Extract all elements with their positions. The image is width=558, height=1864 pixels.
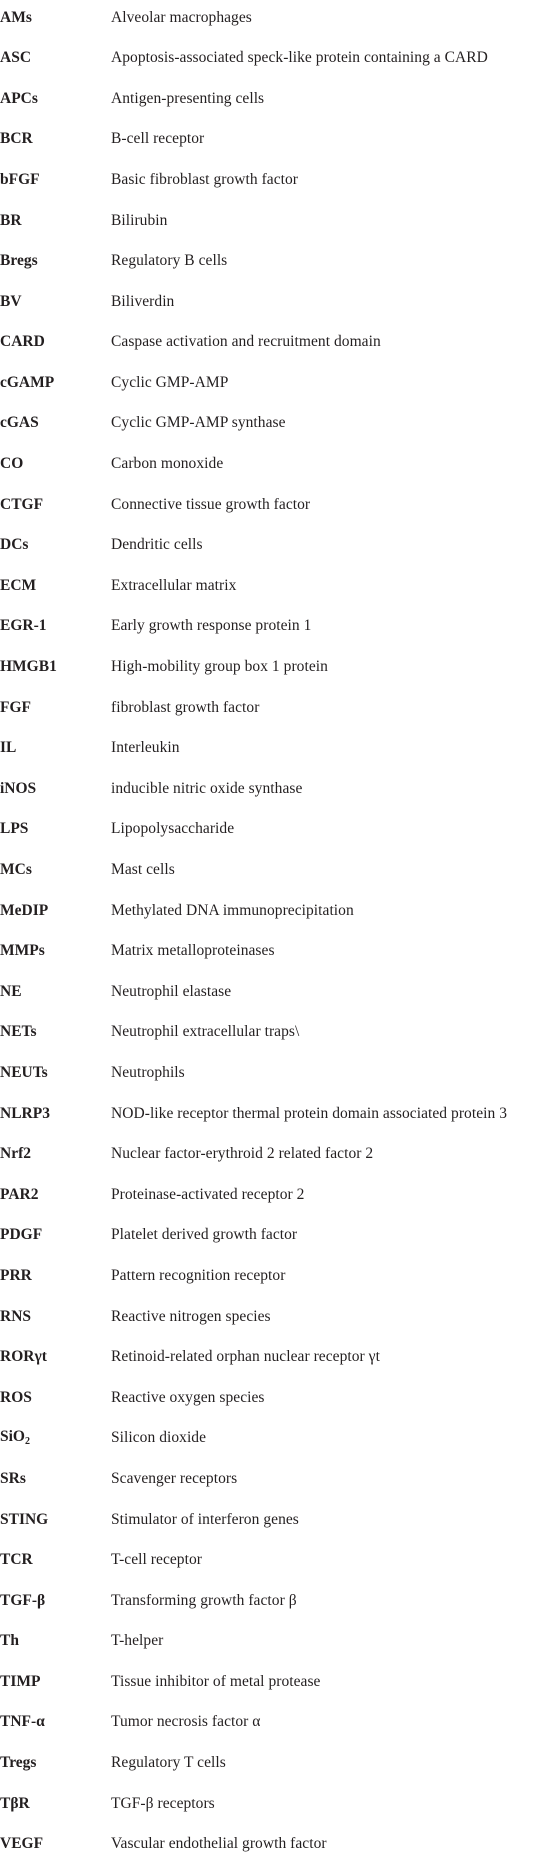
abbreviation-term-text: TIMP <box>0 1672 41 1690</box>
abbreviation-definition: Regulatory T cells <box>111 1754 226 1772</box>
abbreviation-term <box>0 1349 111 1365</box>
abbreviation-term <box>0 91 111 107</box>
abbreviation-row <box>0 606 558 647</box>
abbreviation-term-text: cGAMP <box>0 373 55 391</box>
abbreviation-row <box>0 525 558 566</box>
abbreviation-term-text: NLRP3 <box>0 1104 50 1122</box>
abbreviation-definition: Matrix metalloproteinases <box>111 942 275 960</box>
abbreviation-term-text: MMPs <box>0 942 45 960</box>
abbreviation-term-text: BV <box>0 292 22 310</box>
abbreviation-term-text: TGF-β <box>0 1591 46 1609</box>
abbreviation-term-text: TNF-α <box>0 1713 45 1731</box>
abbreviation-row <box>0 971 558 1012</box>
abbreviation-row <box>0 1458 558 1499</box>
abbreviation-term-text: RNS <box>0 1307 32 1325</box>
abbreviation-definition: Reactive nitrogen species <box>111 1307 271 1325</box>
abbreviation-term <box>0 1552 111 1568</box>
abbreviation-definition: Alveolar macrophages <box>111 8 252 26</box>
abbreviation-row <box>0 1661 558 1702</box>
abbreviation-row <box>0 38 558 79</box>
abbreviation-term <box>0 1309 111 1325</box>
abbreviation-term <box>0 1024 111 1040</box>
abbreviation-term-text: HMGB1 <box>0 658 57 676</box>
abbreviation-term-text: SiO <box>0 1428 25 1446</box>
abbreviation-term <box>0 1065 111 1081</box>
abbreviation-term <box>0 740 111 756</box>
abbreviation-term <box>0 1390 111 1406</box>
abbreviation-definition: Proteinase-activated receptor 2 <box>111 1185 305 1203</box>
abbreviation-definition: Silicon dioxide <box>111 1429 207 1447</box>
abbreviation-term <box>0 1755 111 1771</box>
abbreviation-term <box>0 1714 111 1730</box>
abbreviation-term <box>0 821 111 837</box>
abbreviation-definition: NOD-like receptor thermal protein domain associated protein 3 <box>111 1104 508 1122</box>
abbreviation-definition: Stimulator of interferon genes <box>111 1510 299 1528</box>
abbreviation-term <box>0 1593 111 1609</box>
abbreviation-term-text: CTGF <box>0 495 44 513</box>
abbreviation-term-text: iNOS <box>0 779 37 797</box>
abbreviation-term-text: NEUTs <box>0 1063 48 1081</box>
abbreviation-term <box>0 1471 111 1487</box>
abbreviation-definition: Neutrophils <box>111 1063 185 1081</box>
abbreviation-term <box>0 1268 111 1284</box>
abbreviation-term-text: LPS <box>0 820 29 838</box>
abbreviation-term <box>0 903 111 919</box>
abbreviation-row <box>0 728 558 769</box>
abbreviation-term-text: PAR2 <box>0 1185 39 1203</box>
abbreviation-row <box>0 768 558 809</box>
abbreviation-definition: Pattern recognition receptor <box>111 1266 286 1284</box>
abbreviation-row <box>0 931 558 972</box>
abbreviation-definition: inducible nitric oxide synthase <box>111 779 303 797</box>
abbreviation-term-text: AMs <box>0 8 32 26</box>
abbreviation-definition: Lipopolysaccharide <box>111 820 235 838</box>
abbreviation-term-text: CO <box>0 455 24 473</box>
abbreviation-row <box>0 1621 558 1662</box>
abbreviation-term-text: Tregs <box>0 1754 37 1772</box>
abbreviation-definition: Early growth response protein 1 <box>111 617 312 635</box>
abbreviation-row <box>0 78 558 119</box>
abbreviation-row <box>0 119 558 160</box>
abbreviation-row <box>0 647 558 688</box>
abbreviation-row <box>0 1093 558 1134</box>
abbreviation-term-text: ECM <box>0 576 37 594</box>
abbreviation-row <box>0 1052 558 1093</box>
abbreviation-term <box>0 781 111 797</box>
abbreviation-term-text: FGF <box>0 698 31 716</box>
abbreviation-row <box>0 809 558 850</box>
abbreviation-term-text: bFGF <box>0 170 40 188</box>
abbreviation-definition: Nuclear factor-erythroid 2 related factor 2 <box>111 1145 374 1163</box>
abbreviation-definition: Cyclic GMP-AMP <box>111 373 229 391</box>
abbreviation-term-text: ASC <box>0 49 32 67</box>
abbreviation-term-text: SRs <box>0 1469 26 1487</box>
abbreviation-definition: Neutrophil elastase <box>111 982 232 1000</box>
abbreviation-term <box>0 659 111 675</box>
abbreviation-term-text: IL <box>0 739 17 757</box>
abbreviation-term-text: Bregs <box>0 252 38 270</box>
abbreviation-term <box>0 578 111 594</box>
abbreviation-term <box>0 1146 111 1162</box>
abbreviation-row <box>0 241 558 282</box>
abbreviation-row <box>0 159 558 200</box>
abbreviation-definition: TGF-β receptors <box>111 1794 215 1812</box>
abbreviation-term-text: Th <box>0 1632 19 1650</box>
abbreviation-term <box>0 253 111 269</box>
abbreviation-term <box>0 1106 111 1122</box>
abbreviation-term-text: DCs <box>0 536 29 554</box>
abbreviation-row <box>0 1540 558 1581</box>
abbreviation-row <box>0 200 558 241</box>
abbreviation-term <box>0 50 111 66</box>
abbreviation-term <box>0 1796 111 1812</box>
abbreviation-definition: Connective tissue growth factor <box>111 495 311 513</box>
abbreviation-term-text: BCR <box>0 130 33 148</box>
abbreviation-definition: Apoptosis-associated speck-like protein containing a CARD <box>111 49 488 67</box>
abbreviation-term <box>0 1429 111 1447</box>
abbreviation-row <box>0 1702 558 1743</box>
abbreviation-term-text: TCR <box>0 1551 33 1569</box>
abbreviation-row <box>0 1377 558 1418</box>
abbreviation-term-text: MCs <box>0 861 32 879</box>
abbreviation-definition: Dendritic cells <box>111 536 203 554</box>
abbreviation-term <box>0 497 111 513</box>
abbreviation-row <box>0 0 558 38</box>
abbreviation-term <box>0 10 111 26</box>
abbreviation-term-text: ROS <box>0 1388 32 1406</box>
abbreviation-definition: Regulatory B cells <box>111 252 228 270</box>
abbreviation-row <box>0 322 558 363</box>
abbreviation-row <box>0 1174 558 1215</box>
abbreviation-term <box>0 131 111 147</box>
abbreviation-definition: Caspase activation and recruitment domain <box>111 333 381 351</box>
abbreviation-row <box>0 1824 558 1864</box>
abbreviation-term <box>0 334 111 350</box>
abbreviation-row <box>0 403 558 444</box>
abbreviation-row <box>0 1499 558 1540</box>
abbreviation-row <box>0 1418 558 1459</box>
abbreviation-row <box>0 1337 558 1378</box>
abbreviation-definition: Interleukin <box>111 739 180 757</box>
abbreviation-term <box>0 943 111 959</box>
abbreviation-term <box>0 700 111 716</box>
abbreviation-row <box>0 281 558 322</box>
abbreviation-definition: High-mobility group box 1 protein <box>111 658 328 676</box>
abbreviation-term <box>0 984 111 1000</box>
abbreviation-term <box>0 862 111 878</box>
abbreviation-row <box>0 362 558 403</box>
abbreviation-definition: Extracellular matrix <box>111 576 237 594</box>
abbreviation-term <box>0 1674 111 1690</box>
abbreviation-row <box>0 1215 558 1256</box>
abbreviation-term-text: STING <box>0 1510 49 1528</box>
abbreviation-term-subscript: 2 <box>24 1436 30 1448</box>
abbreviation-term <box>0 1633 111 1649</box>
abbreviation-term <box>0 294 111 310</box>
abbreviation-row <box>0 890 558 931</box>
abbreviation-term-text: NETs <box>0 1023 37 1041</box>
abbreviation-definition: Biliverdin <box>111 292 175 310</box>
abbreviation-term-text: RORγt <box>0 1348 47 1366</box>
abbreviation-term-text: EGR-1 <box>0 617 47 635</box>
abbreviation-definition: Vascular endothelial growth factor <box>111 1835 327 1853</box>
abbreviation-row <box>0 444 558 485</box>
abbreviation-term <box>0 618 111 634</box>
abbreviation-term-text: PRR <box>0 1266 32 1284</box>
abbreviation-term-text: MeDIP <box>0 901 49 919</box>
abbreviation-definition: Antigen-presenting cells <box>111 89 265 107</box>
abbreviation-row <box>0 1255 558 1296</box>
abbreviation-term <box>0 213 111 229</box>
abbreviation-row <box>0 1012 558 1053</box>
abbreviation-definition: T-helper <box>111 1632 164 1650</box>
abbreviation-term-text: VEGF <box>0 1835 44 1853</box>
abbreviation-definition: Reactive oxygen species <box>111 1388 265 1406</box>
abbreviation-term <box>0 456 111 472</box>
abbreviation-row <box>0 1580 558 1621</box>
abbreviation-definition: Basic fibroblast growth factor <box>111 170 299 188</box>
abbreviation-term-text: BR <box>0 211 22 229</box>
abbreviation-term-text: cGAS <box>0 414 39 432</box>
abbreviation-term <box>0 415 111 431</box>
abbreviation-definition: B-cell receptor <box>111 130 205 148</box>
abbreviation-term <box>0 537 111 553</box>
abbreviation-row <box>0 1743 558 1784</box>
abbreviation-row <box>0 687 558 728</box>
abbreviation-definition: T-cell receptor <box>111 1551 202 1569</box>
abbreviation-definition: fibroblast growth factor <box>111 698 260 716</box>
abbreviation-definition: Scavenger receptors <box>111 1469 238 1487</box>
abbreviation-definition: Methylated DNA immunoprecipitation <box>111 901 354 919</box>
abbreviation-definition: Retinoid-related orphan nuclear receptor γt <box>111 1348 380 1366</box>
abbreviation-term <box>0 375 111 391</box>
abbreviation-term <box>0 172 111 188</box>
abbreviation-term-text: Nrf2 <box>0 1145 31 1163</box>
abbreviation-term-text: PDGF <box>0 1226 43 1244</box>
abbreviation-term-text: TβR <box>0 1794 30 1812</box>
abbreviation-row <box>0 565 558 606</box>
abbreviation-definition: Carbon monoxide <box>111 455 224 473</box>
abbreviation-term <box>0 1836 111 1852</box>
abbreviation-definition: Bilirubin <box>111 211 168 229</box>
abbreviation-term-text: NE <box>0 982 22 1000</box>
abbreviation-definition: Mast cells <box>111 861 175 879</box>
abbreviation-row <box>0 484 558 525</box>
abbreviation-definition: Tumor necrosis factor α <box>111 1713 261 1731</box>
abbreviation-definition: Transforming growth factor β <box>111 1591 297 1609</box>
abbreviation-term <box>0 1187 111 1203</box>
abbreviation-definition: Cyclic GMP-AMP synthase <box>111 414 286 432</box>
abbreviation-definition: Platelet derived growth factor <box>111 1226 298 1244</box>
abbreviation-row <box>0 1296 558 1337</box>
abbreviation-term-text: CARD <box>0 333 45 351</box>
abbreviation-row <box>0 849 558 890</box>
abbreviation-term <box>0 1227 111 1243</box>
abbreviation-term-text: APCs <box>0 89 38 107</box>
abbreviation-row <box>0 1783 558 1824</box>
abbreviation-row <box>0 1134 558 1175</box>
abbreviation-definition: Tissue inhibitor of metal protease <box>111 1672 321 1690</box>
abbreviation-term <box>0 1512 111 1528</box>
abbreviation-definition: Neutrophil extracellular traps\ <box>111 1023 300 1041</box>
